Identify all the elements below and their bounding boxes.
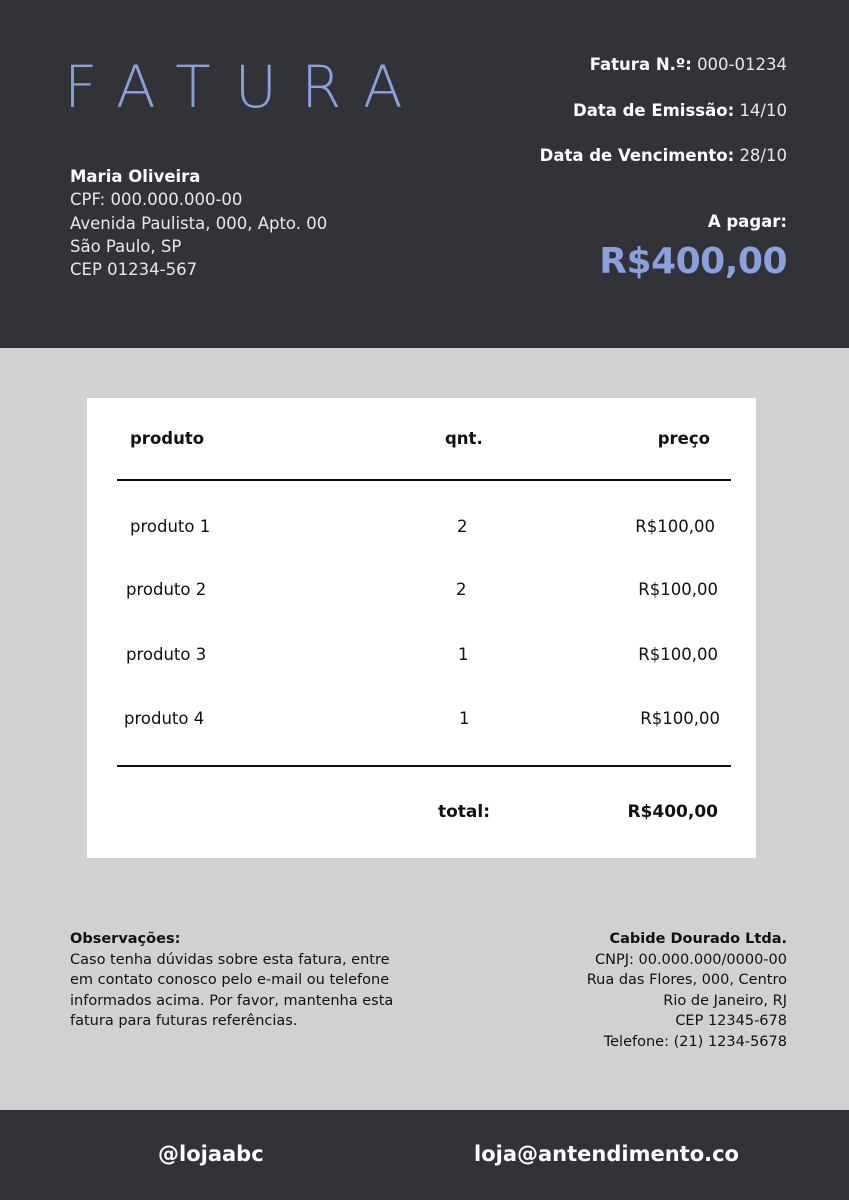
issue-date: 14/10 — [739, 100, 787, 120]
invoice-title: FATURA — [64, 53, 427, 121]
total-label: total: — [438, 802, 491, 822]
row-3-qty: 1 — [458, 645, 469, 664]
company-address: Rua das Flores, 000, Centro — [586, 972, 787, 988]
column-header-qty: qnt. — [445, 429, 483, 448]
issue-date-label: Data de Emissão: — [573, 100, 735, 120]
client-city: São Paulo, SP — [70, 236, 182, 256]
amount-due: R$400,00 — [599, 241, 787, 282]
table-header-divider — [117, 479, 731, 481]
contact-email: loja@antendimento.co — [474, 1142, 739, 1166]
invoice-header — [0, 0, 849, 348]
row-2-qty: 2 — [456, 580, 467, 599]
row-1-product: produto 1 — [130, 517, 211, 536]
row-1-qty: 2 — [457, 517, 468, 536]
observations-line: Caso tenha dúvidas sobre esta fatura, entre — [70, 951, 390, 968]
client-info — [70, 165, 327, 281]
items-table — [87, 398, 756, 858]
due-date-row — [540, 145, 787, 191]
row-1-price: R$100,00 — [635, 517, 715, 536]
invoice-number: 000-01234 — [697, 55, 787, 74]
observations-line: informados acima. Por favor, mantenha esta — [70, 992, 394, 1009]
client-cep: CEP 01234-567 — [70, 260, 198, 280]
client-address: Avenida Paulista, 000, Apto. 00 — [70, 213, 328, 233]
row-4-qty: 1 — [459, 709, 470, 728]
company-phone: Telefone: (21) 1234-5678 — [603, 1033, 787, 1050]
observations — [70, 929, 420, 1032]
observations-line: em contato conosco pelo e-mail ou telefone — [70, 972, 390, 988]
invoice-number-row — [540, 54, 787, 100]
total-value: R$400,00 — [627, 802, 718, 822]
invoice-number-label: Fatura N.º: — [589, 55, 692, 74]
company-cep: CEP 12345-678 — [675, 1013, 787, 1029]
company-info — [587, 929, 787, 1052]
company-city: Rio de Janeiro, RJ — [663, 992, 787, 1009]
observations-line: fatura para futuras referências. — [70, 1013, 298, 1029]
table-total-divider — [117, 765, 731, 767]
row-4-price: R$100,00 — [640, 709, 720, 728]
invoice-footer — [0, 1110, 849, 1200]
issue-date-row — [540, 100, 787, 146]
column-header-product: produto — [130, 429, 205, 448]
company-name: Cabide Dourado Ltda. — [609, 931, 787, 947]
amount-due-label: A pagar: — [707, 212, 787, 231]
column-header-price: preço — [657, 429, 710, 448]
client-cpf: CPF: 000.000.000-00 — [70, 190, 243, 210]
due-date-label: Data de Vencimento: — [539, 146, 735, 165]
row-3-product: produto 3 — [126, 645, 207, 664]
observations-heading: Observações: — [70, 931, 181, 947]
row-3-price: R$100,00 — [638, 645, 718, 664]
company-cnpj: CNPJ: 00.000.000/0000-00 — [595, 951, 787, 968]
row-4-product: produto 4 — [124, 709, 205, 728]
client-name: Maria Oliveira — [70, 167, 201, 186]
row-2-product: produto 2 — [126, 580, 207, 599]
row-2-price: R$100,00 — [638, 580, 718, 599]
social-handle: @lojaabc — [158, 1142, 264, 1166]
invoice-meta — [540, 54, 787, 191]
due-date: 28/10 — [739, 146, 787, 165]
